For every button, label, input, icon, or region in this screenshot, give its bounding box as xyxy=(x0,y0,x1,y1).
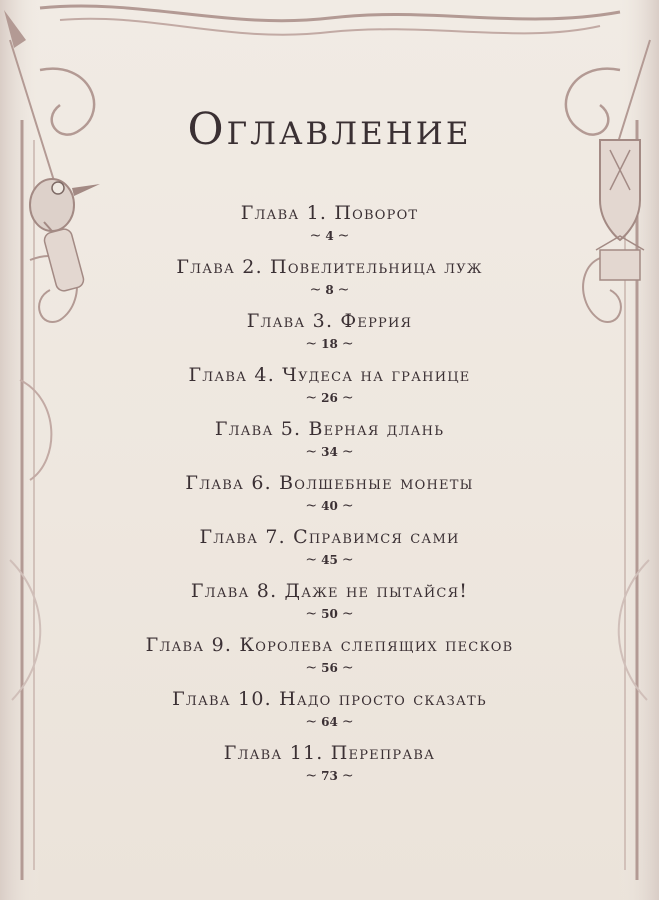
chapter-title: Глава 3. Феррия xyxy=(246,310,413,332)
page-number-value: 40 xyxy=(321,499,338,513)
chapter-title: Глава 7. Справимся сами xyxy=(199,526,460,548)
chapter-title: Глава 11. Переправа xyxy=(223,742,436,764)
top-ribbon-inner xyxy=(60,19,600,35)
chapter-title: Глава 2. Повелительница луж xyxy=(176,256,483,278)
page-number: ~ 18 ~ xyxy=(305,336,354,352)
toc-entry xyxy=(0,200,659,244)
toc-entry xyxy=(0,524,659,568)
toc-entry xyxy=(0,740,659,784)
page-number: ~ 56 ~ xyxy=(305,660,354,676)
page-number: ~ 50 ~ xyxy=(305,606,354,622)
page-number: ~ 26 ~ xyxy=(305,390,354,406)
top-ribbon xyxy=(40,6,620,21)
chapter-title: Глава 9. Королева слепящих песков xyxy=(145,634,514,656)
page-number: ~ 73 ~ xyxy=(305,768,354,784)
toc-entry xyxy=(0,254,659,298)
page-number-value: 64 xyxy=(321,715,338,729)
page-number-value: 4 xyxy=(325,229,334,243)
page-number-value: 8 xyxy=(325,283,334,297)
page-number-value: 56 xyxy=(321,661,338,675)
page-number-value: 50 xyxy=(321,607,338,621)
toc-entry xyxy=(0,362,659,406)
chapter-title: Глава 10. Надо просто сказать xyxy=(172,688,487,710)
toc-entry xyxy=(0,416,659,460)
page-number: ~ 64 ~ xyxy=(305,714,354,730)
chapter-title: Глава 1. Поворот xyxy=(240,202,419,224)
chapter-title: Глава 6. Волшебные монеты xyxy=(185,472,474,494)
page-number: ~ 8 ~ xyxy=(309,282,350,298)
chapter-title: Глава 4. Чудеса на границе xyxy=(188,364,471,386)
page-number-value: 45 xyxy=(321,553,338,567)
chapter-title: Глава 5. Верная длань xyxy=(214,418,445,440)
toc-entry xyxy=(0,632,659,676)
page-title: Оглавление xyxy=(187,104,472,155)
chapter-title: Глава 8. Даже не пытайся! xyxy=(190,580,469,602)
page-number: ~ 4 ~ xyxy=(309,228,350,244)
page-number: ~ 40 ~ xyxy=(305,498,354,514)
toc-entry xyxy=(0,470,659,514)
toc-entry xyxy=(0,578,659,622)
page-number: ~ 45 ~ xyxy=(305,552,354,568)
page-number-value: 26 xyxy=(321,391,338,405)
page-number: ~ 34 ~ xyxy=(305,444,354,460)
page-number-value: 18 xyxy=(321,337,338,351)
toc-entry xyxy=(0,308,659,352)
page-number-value: 34 xyxy=(321,445,338,459)
page-number-value: 73 xyxy=(321,769,338,783)
toc-entry xyxy=(0,686,659,730)
